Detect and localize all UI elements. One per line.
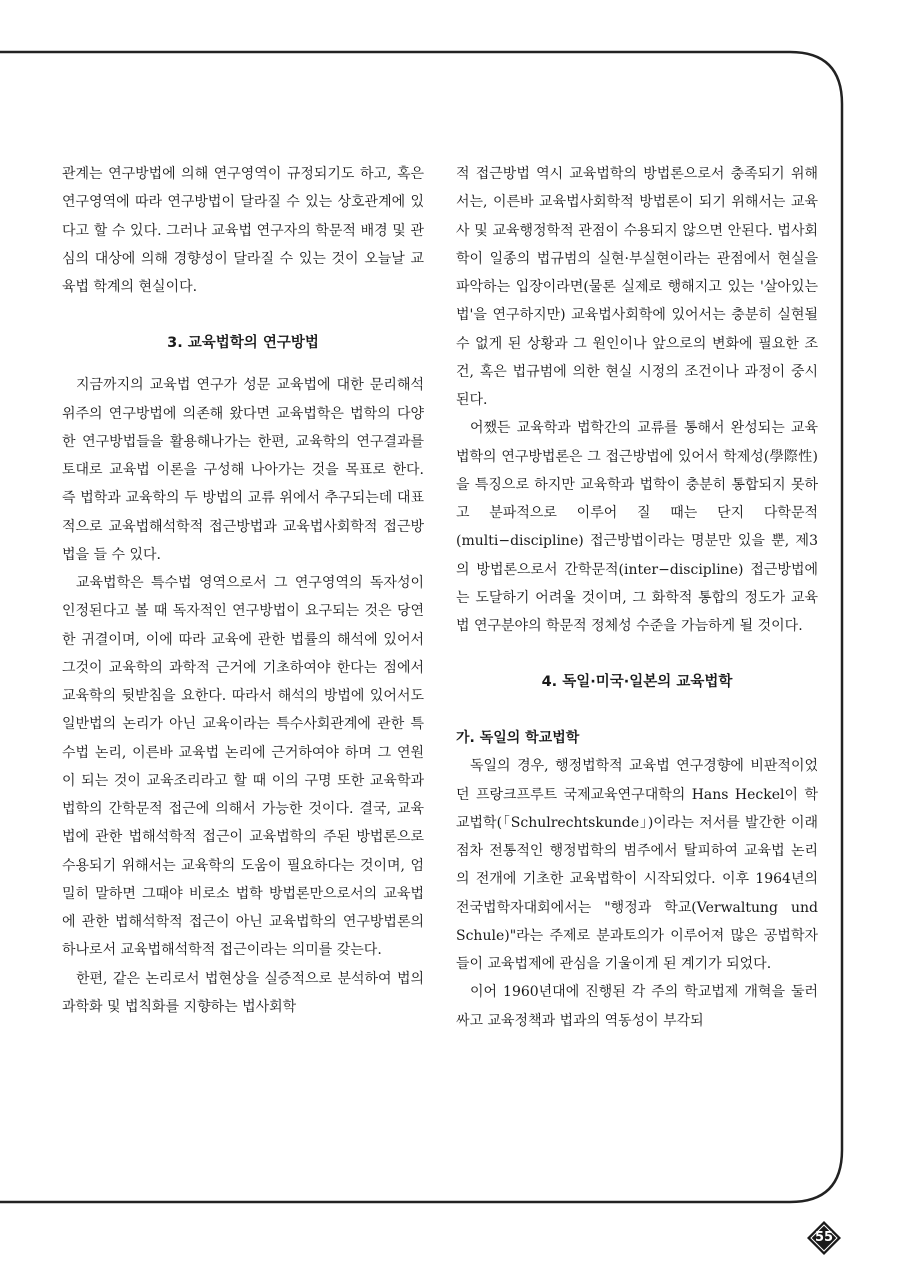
section-heading-3: 3. 교육법학의 연구방법 <box>167 335 319 352</box>
right-paragraph-1: 적 접근방법 역시 교육법학의 방법론으로서 충족되기 위해서는, 이른바 교육법사회학적 방법론이 되기 위해서는 교육사 및 교육행정학적 관점이 수용되지 않으면 안된다. 법사회학이 일종의 법규범의 실현·부실현이라는 관점에서 현실을 파악하는 입장이라면(물론 실제로 행해지고 있는 '살아있는 법'을 연구하지만) 교육법사회학에 있어서는 충분히 실현될 수 없게 된 상황과 그 원인이나 앞으로의 변화에 필요한 조건, 혹은 법규범에 의한 현실 시정의 조건이나 과정이 중시된다. <box>456 166 818 408</box>
right-paragraph-4: 이어 1960년대에 진행된 각 주의 학교법제 개혁을 둘러싸고 교육정책과 법과의 역동성이 부각되 <box>456 984 818 1029</box>
left-paragraph-3: 교육법학은 특수법 영역으로서 그 연구영역의 독자성이 인정된다고 볼 때 독자적인 연구방법이 요구되는 것은 당연한 귀결이며, 이에 따라 교육에 관한 법률의 해석에 있어서 그것이 교육학의 과학적 근거에 기초하여야 한다는 점에서 교육학의 뒷받침을 요한다. 따라서 해석의 방법에 있어서도 일반법의 논리가 아닌 교육이라는 특수사회관계에 관한 특수법 논리, 이른바 교육법 논리에 근거하여야 하며 그 연원이 되는 것이 교육조리라고 할 때 이의 구명 또한 교육학과 법학의 간학문적 접근에 의해서 가능한 것이다. 결국, 교육법에 관한 법해석학적 접근이 교육법학의 주된 방법론으로 수용되기 위해서는 교육학의 도움이 필요하다는 것이며, 엄밀히 말하면 그때야 비로소 법학 방법론만으로서의 교육법에 관한 법해석학적 접근이 아닌 교육법학의 연구방법론의 하나로서 교육법해석학적 접근이라는 의미를 갖는다. <box>62 575 424 959</box>
right-paragraph-3: 독일의 경우, 행정법학적 교육법 연구경향에 비판적이었던 프랑크프루트 국제교육연구대학의 Hans Heckel이 학교법학(「Schulrechtskunde」)이라는 저서를 발간한 이래 점차 전통적인 행정법학의 범주에서 탈피하여 교육법 논리의 전개에 기초한 교육법학이 시작되었다. 이후 1964년의 전국법학자대회에서는 "행정과 학교(Verwaltung und Schule)"라는 주제로 분과토의가 이루어져 많은 공법학자들이 교육법제에 관심을 기울이게 된 계기가 되었다. <box>456 758 818 972</box>
right-column <box>456 160 818 1035</box>
left-paragraph-2: 지금까지의 교육법 연구가 성문 교육법에 대한 문리해석 위주의 연구방법에 의존해 왔다면 교육법학은 법학의 다양한 연구방법들을 활용해나가는 한편, 교육학의 연구결과를 토대로 교육법 이론을 구성해 나아가는 것을 목표로 한다. 즉 법학과 교육학의 두 방법의 교류 위에서 추구되는데 대표적으로 교육법해석학적 접근방법과 교육법사회학적 접근방법을 들 수 있다. <box>62 377 424 563</box>
page-number-badge <box>806 1220 842 1256</box>
left-column <box>62 160 424 1021</box>
page-number: 55 <box>814 1230 834 1245</box>
right-paragraph-2: 어쨌든 교육학과 법학간의 교류를 통해서 완성되는 교육법학의 연구방법론은 그 접근방법에 있어서 학제성(學際性)을 특징으로 하지만 교육학과 법학이 충분히 통합되지 못하고 분파적으로 이루어 질 때는 단지 다학문적(multi−discipline) 접근방법이라는 명분만 있을 뿐, 제3의 방법론으로서 간학문적(inter−discipline) 접근방법에는 도달하기 어려울 것이며, 그 화학적 통합의 정도가 교육법 연구분야의 학문적 정체성 수준을 가늠하게 될 것이다. <box>456 420 818 634</box>
subsection-heading: 가. 독일의 학교법학 <box>456 730 580 747</box>
section-heading-4: 4. 독일·미국·일본의 교육법학 <box>541 674 733 691</box>
left-paragraph-1: 관계는 연구방법에 의해 연구영역이 규정되기도 하고, 혹은 연구영역에 따라 연구방법이 달라질 수 있는 상호관계에 있다고 할 수 있다. 그러나 교육법 연구자의 학문적 배경 및 관심의 대상에 의해 경향성이 달라질 수 있는 것이 오늘날 교육법 학계의 현실이다. <box>62 166 424 295</box>
left-paragraph-4: 한편, 같은 논리로서 법현상을 실증적으로 분석하여 법의 과학화 및 법칙화를 지향하는 법사회학 <box>62 970 424 1015</box>
